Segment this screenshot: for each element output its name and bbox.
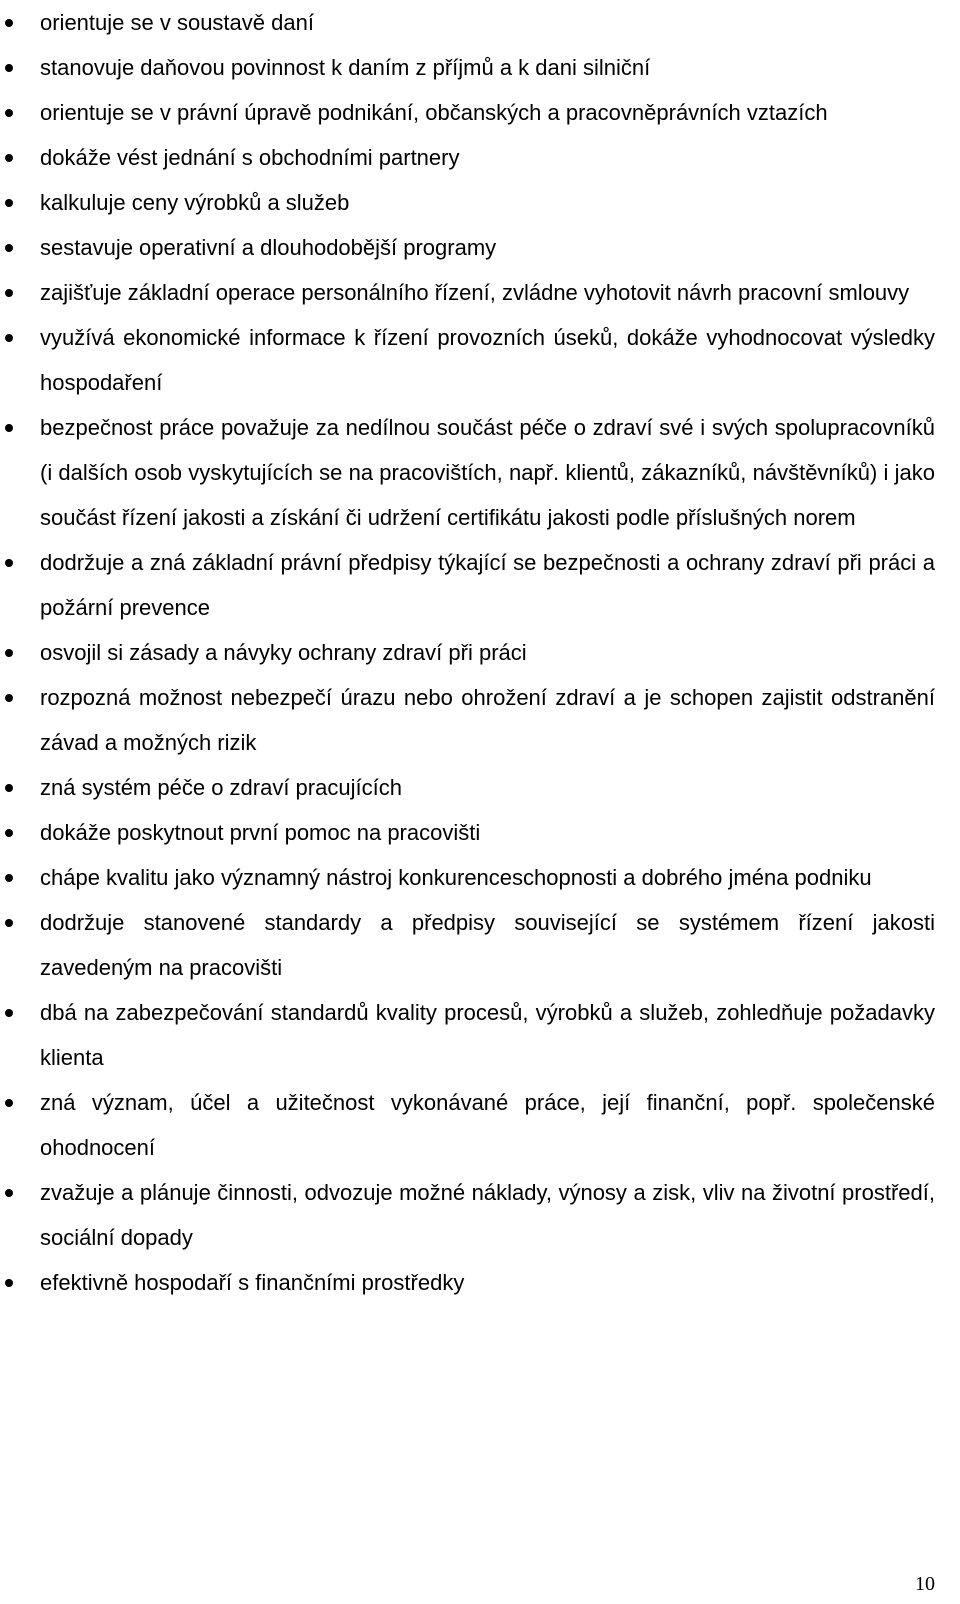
bullet-icon bbox=[5, 1279, 13, 1287]
list-item bbox=[0, 135, 935, 180]
list-item-text: orientuje se v právní úpravě podnikání, občanských a pracovněprávních vztazích bbox=[40, 100, 828, 125]
bullet-icon bbox=[5, 334, 13, 342]
list-item bbox=[0, 90, 935, 135]
list-item bbox=[0, 540, 935, 630]
list-item-text: dodržuje a zná základní právní předpisy týkající se bezpečnosti a ochrany zdraví při práci a požární prevence bbox=[40, 550, 935, 620]
list-item bbox=[0, 900, 935, 990]
list-item bbox=[0, 405, 935, 540]
list-item bbox=[0, 1260, 935, 1305]
list-item bbox=[0, 270, 935, 315]
bullet-icon bbox=[5, 1189, 13, 1197]
list-item-text: rozpozná možnost nebezpečí úrazu nebo ohrožení zdraví a je schopen zajistit odstranění závad a možných rizik bbox=[40, 685, 935, 755]
bullet-icon bbox=[5, 829, 13, 837]
list-item-text: orientuje se v soustavě daní bbox=[40, 10, 314, 35]
bullet-icon bbox=[5, 64, 13, 72]
list-item-text: zná význam, účel a užitečnost vykonávané práce, její finanční, popř. společenské ohodnocení bbox=[40, 1090, 935, 1160]
list-item bbox=[0, 45, 935, 90]
list-item-text: stanovuje daňovou povinnost k daním z příjmů a k dani silniční bbox=[40, 55, 651, 80]
list-item bbox=[0, 810, 935, 855]
list-item-text: efektivně hospodaří s finančními prostředky bbox=[40, 1270, 465, 1295]
bullet-icon bbox=[5, 199, 13, 207]
list-item bbox=[0, 1080, 935, 1170]
list-item-text: dodržuje stanovené standardy a předpisy související se systémem řízení jakosti zavedeným na pracovišti bbox=[40, 910, 935, 980]
list-item-text: zvažuje a plánuje činnosti, odvozuje možné náklady, výnosy a zisk, vliv na životní prostředí, sociální dopady bbox=[40, 1180, 935, 1250]
list-item bbox=[0, 630, 935, 675]
bullet-icon bbox=[5, 154, 13, 162]
list-item bbox=[0, 180, 935, 225]
bullet-icon bbox=[5, 919, 13, 927]
list-item bbox=[0, 765, 935, 810]
list-item bbox=[0, 855, 935, 900]
list-item-text: zná systém péče o zdraví pracujících bbox=[40, 775, 402, 800]
bullet-icon bbox=[5, 694, 13, 702]
list-item bbox=[0, 0, 935, 45]
page-number: 10 bbox=[915, 1573, 935, 1595]
bullet-icon bbox=[5, 1009, 13, 1017]
list-item-text: sestavuje operativní a dlouhodobější programy bbox=[40, 235, 497, 260]
bullet-icon bbox=[5, 289, 13, 297]
list-item bbox=[0, 1170, 935, 1260]
bullet-icon bbox=[5, 784, 13, 792]
bullet-icon bbox=[5, 424, 13, 432]
list-item-text: bezpečnost práce považuje za nedílnou součást péče o zdraví své i svých spolupracovníků (i dalších osob vyskytujících se na pracovištích, např. klientů, zákazníků, návštěvníků) i jako součást řízení jakosti a získání či udržení certifikátu jakosti podle příslušných norem bbox=[40, 415, 935, 530]
list-item bbox=[0, 990, 935, 1080]
bullet-icon bbox=[5, 1099, 13, 1107]
list-item-text: osvojil si zásady a návyky ochrany zdraví při práci bbox=[40, 640, 527, 665]
list-item-text: chápe kvalitu jako významný nástroj konkurenceschopnosti a dobrého jména podniku bbox=[40, 865, 872, 890]
list-item bbox=[0, 675, 935, 765]
list-item bbox=[0, 225, 935, 270]
list-item-text: dokáže vést jednání s obchodními partnery bbox=[40, 145, 460, 170]
list-item-text: kalkuluje ceny výrobků a služeb bbox=[40, 190, 350, 215]
bullet-icon bbox=[5, 244, 13, 252]
list-item-text: zajišťuje základní operace personálního řízení, zvládne vyhotovit návrh pracovní smlouvy bbox=[40, 280, 910, 305]
list-item bbox=[0, 315, 935, 405]
list-item-text: dokáže poskytnout první pomoc na pracovišti bbox=[40, 820, 481, 845]
bullet-icon bbox=[5, 874, 13, 882]
bullet-icon bbox=[5, 109, 13, 117]
list-item-text: dbá na zabezpečování standardů kvality procesů, výrobků a služeb, zohledňuje požadavky klienta bbox=[40, 1000, 935, 1070]
bullet-icon bbox=[5, 649, 13, 657]
list-item-text: využívá ekonomické informace k řízení provozních úseků, dokáže vyhodnocovat výsledky hospodaření bbox=[40, 325, 935, 395]
bullet-icon bbox=[5, 559, 13, 567]
bullet-icon bbox=[5, 19, 13, 27]
